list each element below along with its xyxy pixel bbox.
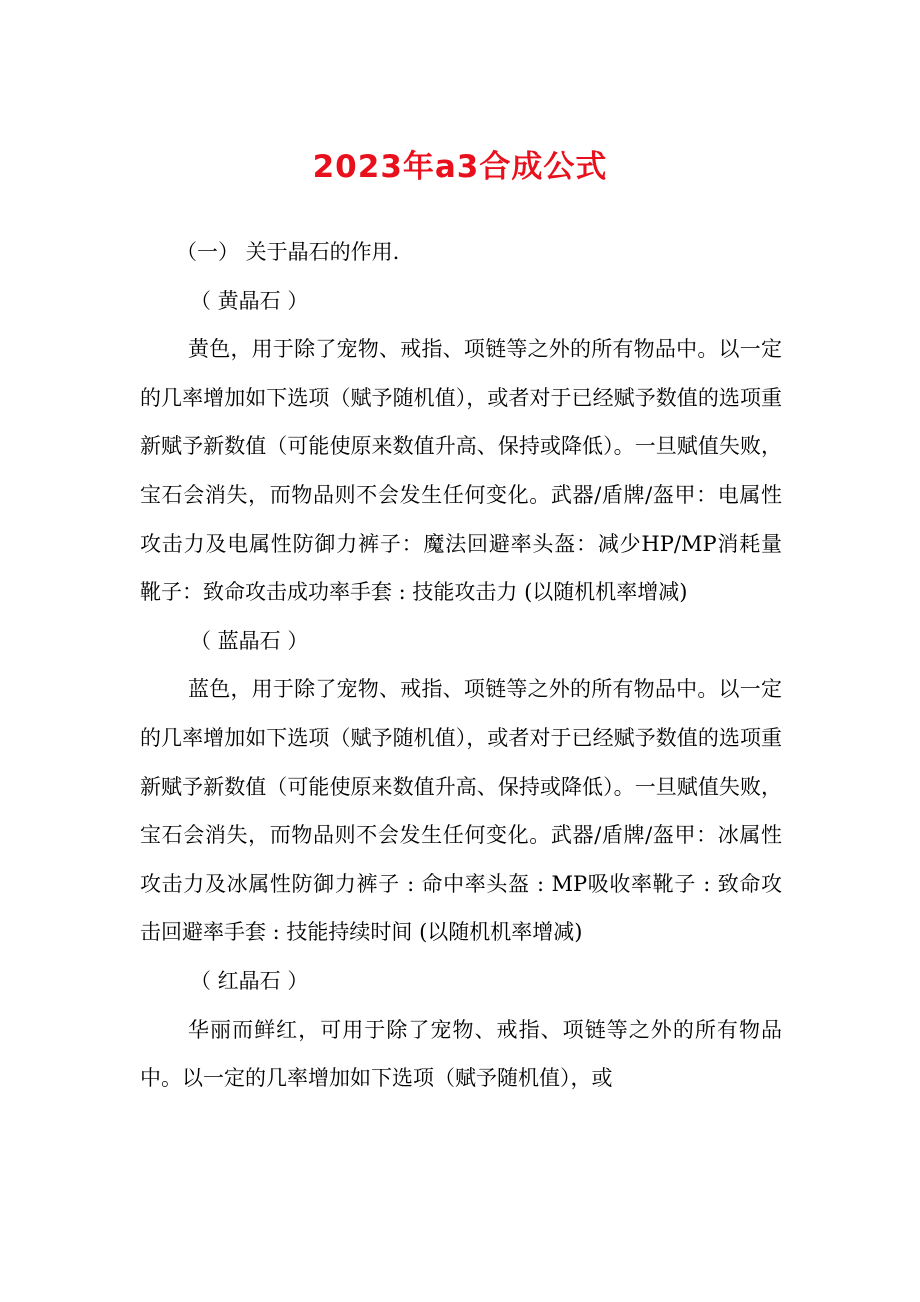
blue-crystal-paragraph: 蓝色，用于除了宠物、戒指、项链等之外的所有物品中。以一定的几率增加如下选项（赋予随机值），或者对于已经赋予数值的选项重新赋予新数值（可能使原来数值升高、保持或降低）。一旦赋值失败，宝石会消失，而物品则不会发生任何变化。武器/盾牌/盔甲：冰属性攻击力及冰属性防御力裤子 : 命中率头盔 : MP吸收率靴子 : 致命攻击回避率手套 : 技能持续时间 (以随机机率增减) xyxy=(140,677,782,945)
document-body xyxy=(140,228,782,1103)
yellow-crystal-heading: （ 黄晶石 ） xyxy=(190,288,309,313)
yellow-crystal-paragraph: 黄色，用于除了宠物、戒指、项链等之外的所有物品中。以一定的几率增加如下选项（赋予随机值），或者对于已经赋予数值的选项重新赋予新数值（可能使原来数值升高、保持或降低）。一旦赋值失败，宝石会消失，而物品则不会发生任何变化。武器/盾牌/盔甲：电属性攻击力及电属性防御力裤子：魔法回避率头盔：减少HP/MP消耗量靴子：致命攻击成功率手套 : 技能攻击力 (以随机机率增减) xyxy=(140,337,782,605)
red-crystal-heading: （ 红晶石 ） xyxy=(190,968,309,993)
blue-crystal-heading: （ 蓝晶石 ） xyxy=(190,628,309,653)
section-heading: （一） 关于晶石的作用. xyxy=(176,240,400,264)
document-title: 2023年a3合成公式 xyxy=(312,149,608,185)
red-crystal-paragraph: 华丽而鲜红，可用于除了宠物、戒指、项链等之外的所有物品中。以一定的几率增加如下选项（赋予随机值），或 xyxy=(140,1017,782,1091)
